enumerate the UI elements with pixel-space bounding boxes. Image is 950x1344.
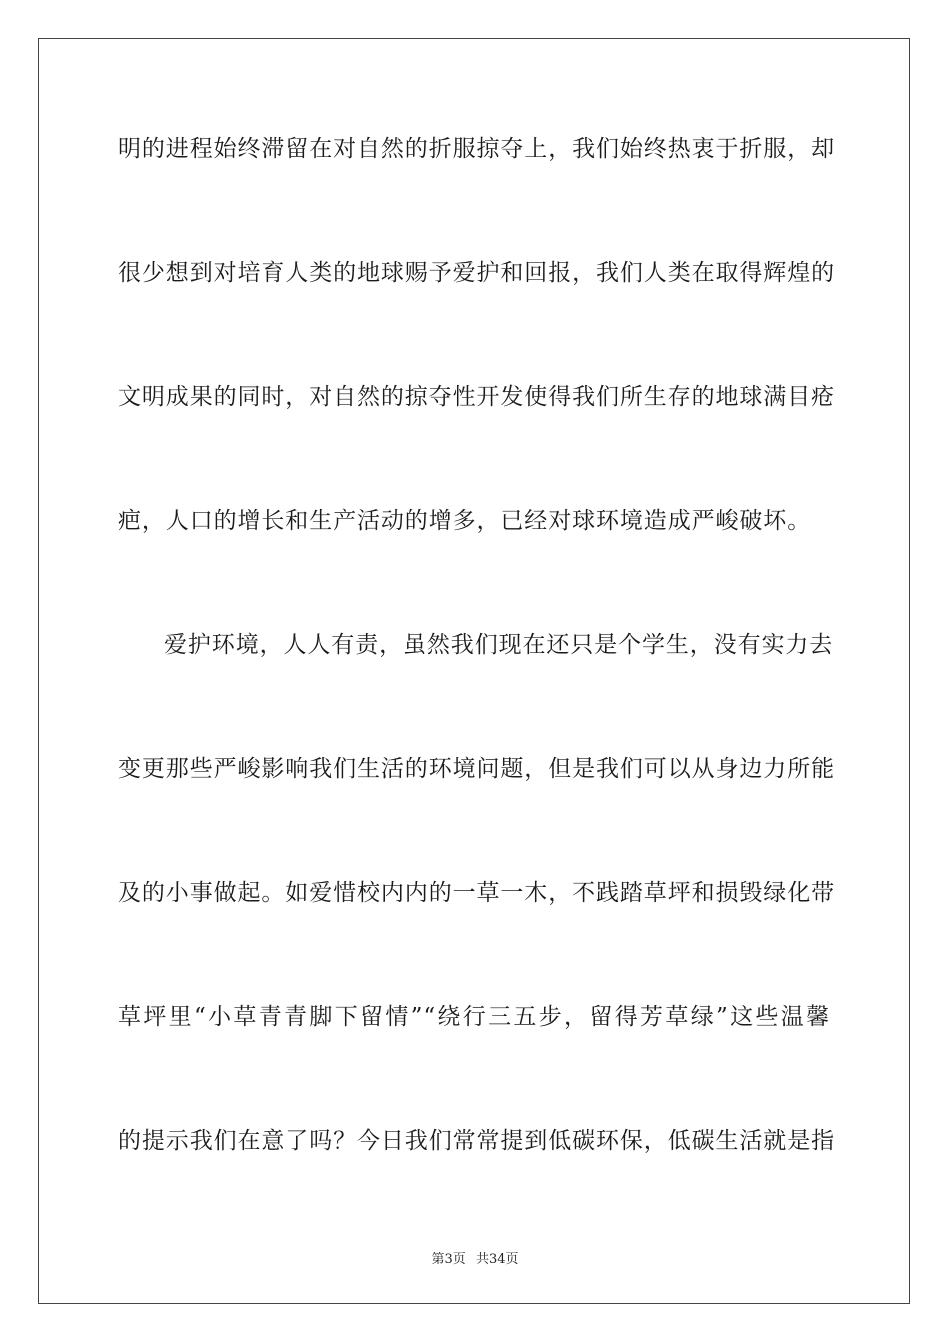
paragraph-line: 的提示我们在意了吗？今日我们常常提到低碳环保，低碳生活就是指 xyxy=(118,1128,835,1154)
paragraph-line: 草坪里“小草青青脚下留情”“绕行三五步，留得芳草绿”这些温馨 xyxy=(118,1004,830,1030)
paragraph-line: 疤，人口的增长和生产活动的增多，已经对球环境造成严峻破坏。 xyxy=(118,508,812,534)
paragraph-line: 变更那些严峻影响我们生活的环境问题，但是我们可以从身边力所能 xyxy=(118,756,835,782)
paragraph-line: 明的进程始终滞留在对自然的折服掠夺上，我们始终热衷于折服，却 xyxy=(118,136,835,162)
paragraph-line: 及的小事做起。如爱惜校内内的一草一木，不践踏草坪和损毁绿化带 xyxy=(118,880,835,906)
page-border xyxy=(38,38,910,1304)
total-pages: 共34页 xyxy=(475,1252,519,1267)
page-footer xyxy=(0,1248,950,1267)
paragraph-line: 很少想到对培育人类的地球赐予爱护和回报，我们人类在取得辉煌的 xyxy=(118,260,835,286)
paragraph-line: 文明成果的同时，对自然的掠夺性开发使得我们所生存的地球满目疮 xyxy=(118,384,835,410)
paragraph-line: 爱护环境，人人有责，虽然我们现在还只是个学生，没有实力去 xyxy=(164,632,834,658)
page-number: 第3页 xyxy=(431,1252,466,1267)
